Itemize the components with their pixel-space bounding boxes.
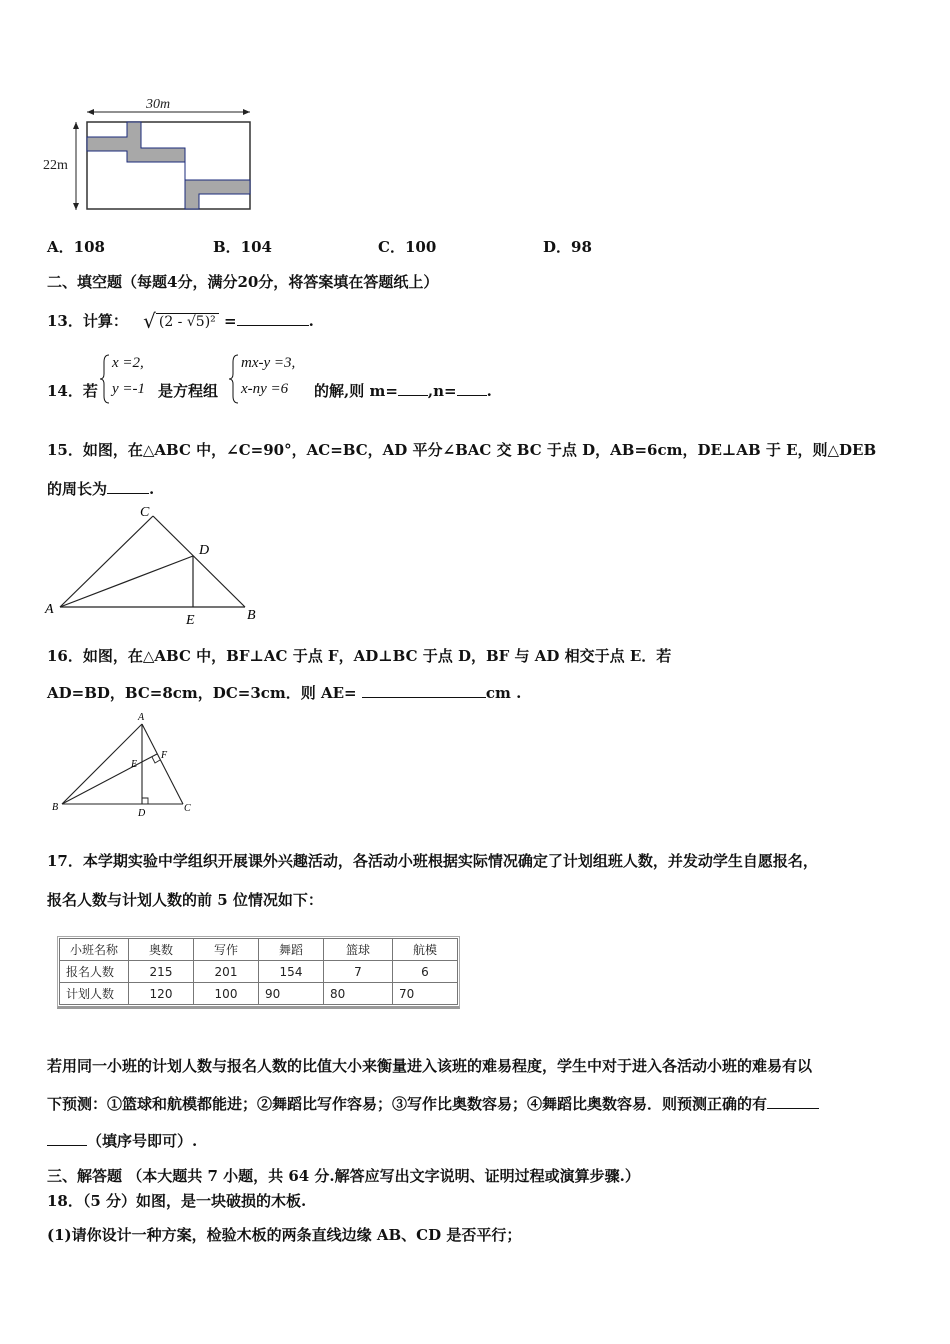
q16-label-f: F [161, 750, 168, 761]
q18-line1: 18．（5 分）如图，是一块破损的木板. [47, 1192, 307, 1210]
table-header-row [60, 939, 458, 961]
q17-table [59, 938, 458, 1005]
section2-title: 二、填空题（每题4分，满分20分，将答案填在答题纸上） [47, 273, 439, 291]
table-cell: 报名人数 [60, 961, 129, 983]
table-cell: 215 [129, 961, 194, 983]
q15-line1: 15．如图，在△ABC 中，∠C=90°，AC=BC，AD 平分∠BAC 交 BC 于点 D，AB=6cm，DE⊥AB 于 E，则△DEB [47, 441, 877, 459]
q16-label-b: B [52, 802, 59, 813]
q17-answer-blank-1[interactable] [767, 1094, 819, 1109]
q16-line2-prefix: AD=BD，BC=8cm，DC=3cm．则 AE= [47, 684, 357, 702]
brace-icon [229, 354, 239, 404]
q14-suffix-text: 的解,则 m= [314, 382, 398, 400]
table-cell: 6 [393, 961, 458, 983]
q13 [47, 307, 314, 331]
q14-middle: 是方程组 [158, 382, 219, 400]
q15-line2 [47, 478, 154, 499]
q15-end: . [149, 480, 155, 498]
q15-triangle-figure [40, 500, 270, 630]
q15-line2-text: 的周长为 [47, 480, 108, 498]
table-header-cell: 航模 [393, 939, 458, 961]
q17-line1: 17．本学期实验中学组织开展课外兴趣活动，各活动小班根据实际情况确定了计划组班人数，并发动学生自愿报名， [47, 852, 818, 870]
section3-title: 三、解答题 （本大题共 7 小题，共 64 分.解答应写出文字说明、证明过程或演算步骤.） [47, 1167, 640, 1185]
q15-label-c: C [140, 505, 150, 520]
q17-table-wrap [57, 936, 460, 1009]
table-row [60, 961, 458, 983]
q14-sys1-line2: y =-1 [112, 381, 146, 397]
q13-prefix: 13．计算： [47, 312, 128, 330]
table-cell: 90 [259, 983, 324, 1005]
table-header-cell: 舞蹈 [259, 939, 324, 961]
q17-para1: 若用同一小班的计划人数与报名人数的比值大小来衡量进入该班的难易程度，学生中对于进入各活动小班的难易有以 [47, 1057, 813, 1075]
q15-label-d: D [199, 543, 210, 558]
option-d: D．98 [543, 238, 592, 256]
q14-sys2-line1: mx-y =3, [241, 355, 296, 371]
q14-sys1-line1: x =2, [112, 355, 144, 371]
table-cell: 201 [194, 961, 259, 983]
q17-para3-text: （填序号即可）. [87, 1132, 198, 1150]
table-cell: 计划人数 [60, 983, 129, 1005]
q17-para2-text: 下预测：①篮球和航模都能进；②舞蹈比写作容易；③写作比奥数容易；④舞蹈比奥数容易．则预测正确的有 [47, 1095, 768, 1113]
brace-icon [100, 354, 110, 404]
table-cell: 7 [324, 961, 393, 983]
q16-line2 [47, 682, 521, 703]
q15-label-b: B [247, 608, 256, 623]
table-header-cell: 奥数 [129, 939, 194, 961]
q13-answer-blank[interactable] [237, 311, 309, 326]
q13-end: . [308, 312, 314, 330]
q14-suffix [314, 380, 492, 401]
q14-n-label: ,n= [427, 382, 457, 400]
q17-para3 [47, 1130, 197, 1151]
table-cell: 70 [393, 983, 458, 1005]
table-header-cell: 小班名称 [60, 939, 129, 961]
height-label: 22m [43, 158, 68, 173]
q14-system-2 [229, 354, 313, 404]
q15-answer-blank[interactable] [107, 479, 149, 494]
table-cell: 154 [259, 961, 324, 983]
q14-prefix: 14．若 [47, 382, 98, 400]
width-label: 30m [146, 97, 171, 112]
q16-line1: 16．如图，在△ABC 中，BF⊥AC 于点 F，AD⊥BC 于点 D，BF 与 AD 相交于点 E．若 [47, 647, 672, 665]
q13-sqrt: √ (2 - √5)² [143, 307, 219, 331]
q16-label-c: C [184, 803, 191, 814]
table-header-cell: 写作 [194, 939, 259, 961]
q15-label-a: A [45, 602, 54, 617]
q14-end: . [486, 382, 492, 400]
q16-triangle-figure [45, 708, 205, 823]
field-figure [40, 95, 270, 220]
q14-sys2-line2: x-ny =6 [241, 381, 289, 397]
q17-line2: 报名人数与计划人数的前 5 位情况如下： [47, 891, 323, 909]
q16-label-e: E [131, 759, 138, 770]
table-header-cell: 篮球 [324, 939, 393, 961]
q16-label-d: D [138, 808, 146, 819]
q14-m-blank[interactable] [398, 381, 428, 396]
q13-expr: (2 - √5)² [156, 313, 219, 330]
q13-suffix: = [224, 312, 237, 330]
table-row [60, 983, 458, 1005]
q17-para2 [47, 1093, 819, 1114]
q16-answer-blank[interactable] [362, 683, 486, 698]
q15-label-e: E [186, 613, 195, 628]
table-cell: 100 [194, 983, 259, 1005]
q16-line2-suffix: cm . [485, 684, 522, 702]
option-b: B．104 [213, 238, 272, 256]
q18-line2: (1)请你设计一种方案，检验木板的两条直线边缘 AB、CD 是否平行； [47, 1226, 522, 1244]
q14-n-blank[interactable] [457, 381, 487, 396]
option-a: A．108 [47, 238, 105, 256]
option-c: C．100 [378, 238, 437, 256]
table-cell: 120 [129, 983, 194, 1005]
table-cell: 80 [324, 983, 393, 1005]
q14-system-1 [100, 354, 158, 404]
q16-label-a: A [138, 712, 145, 723]
q17-answer-blank-2[interactable] [47, 1131, 87, 1146]
